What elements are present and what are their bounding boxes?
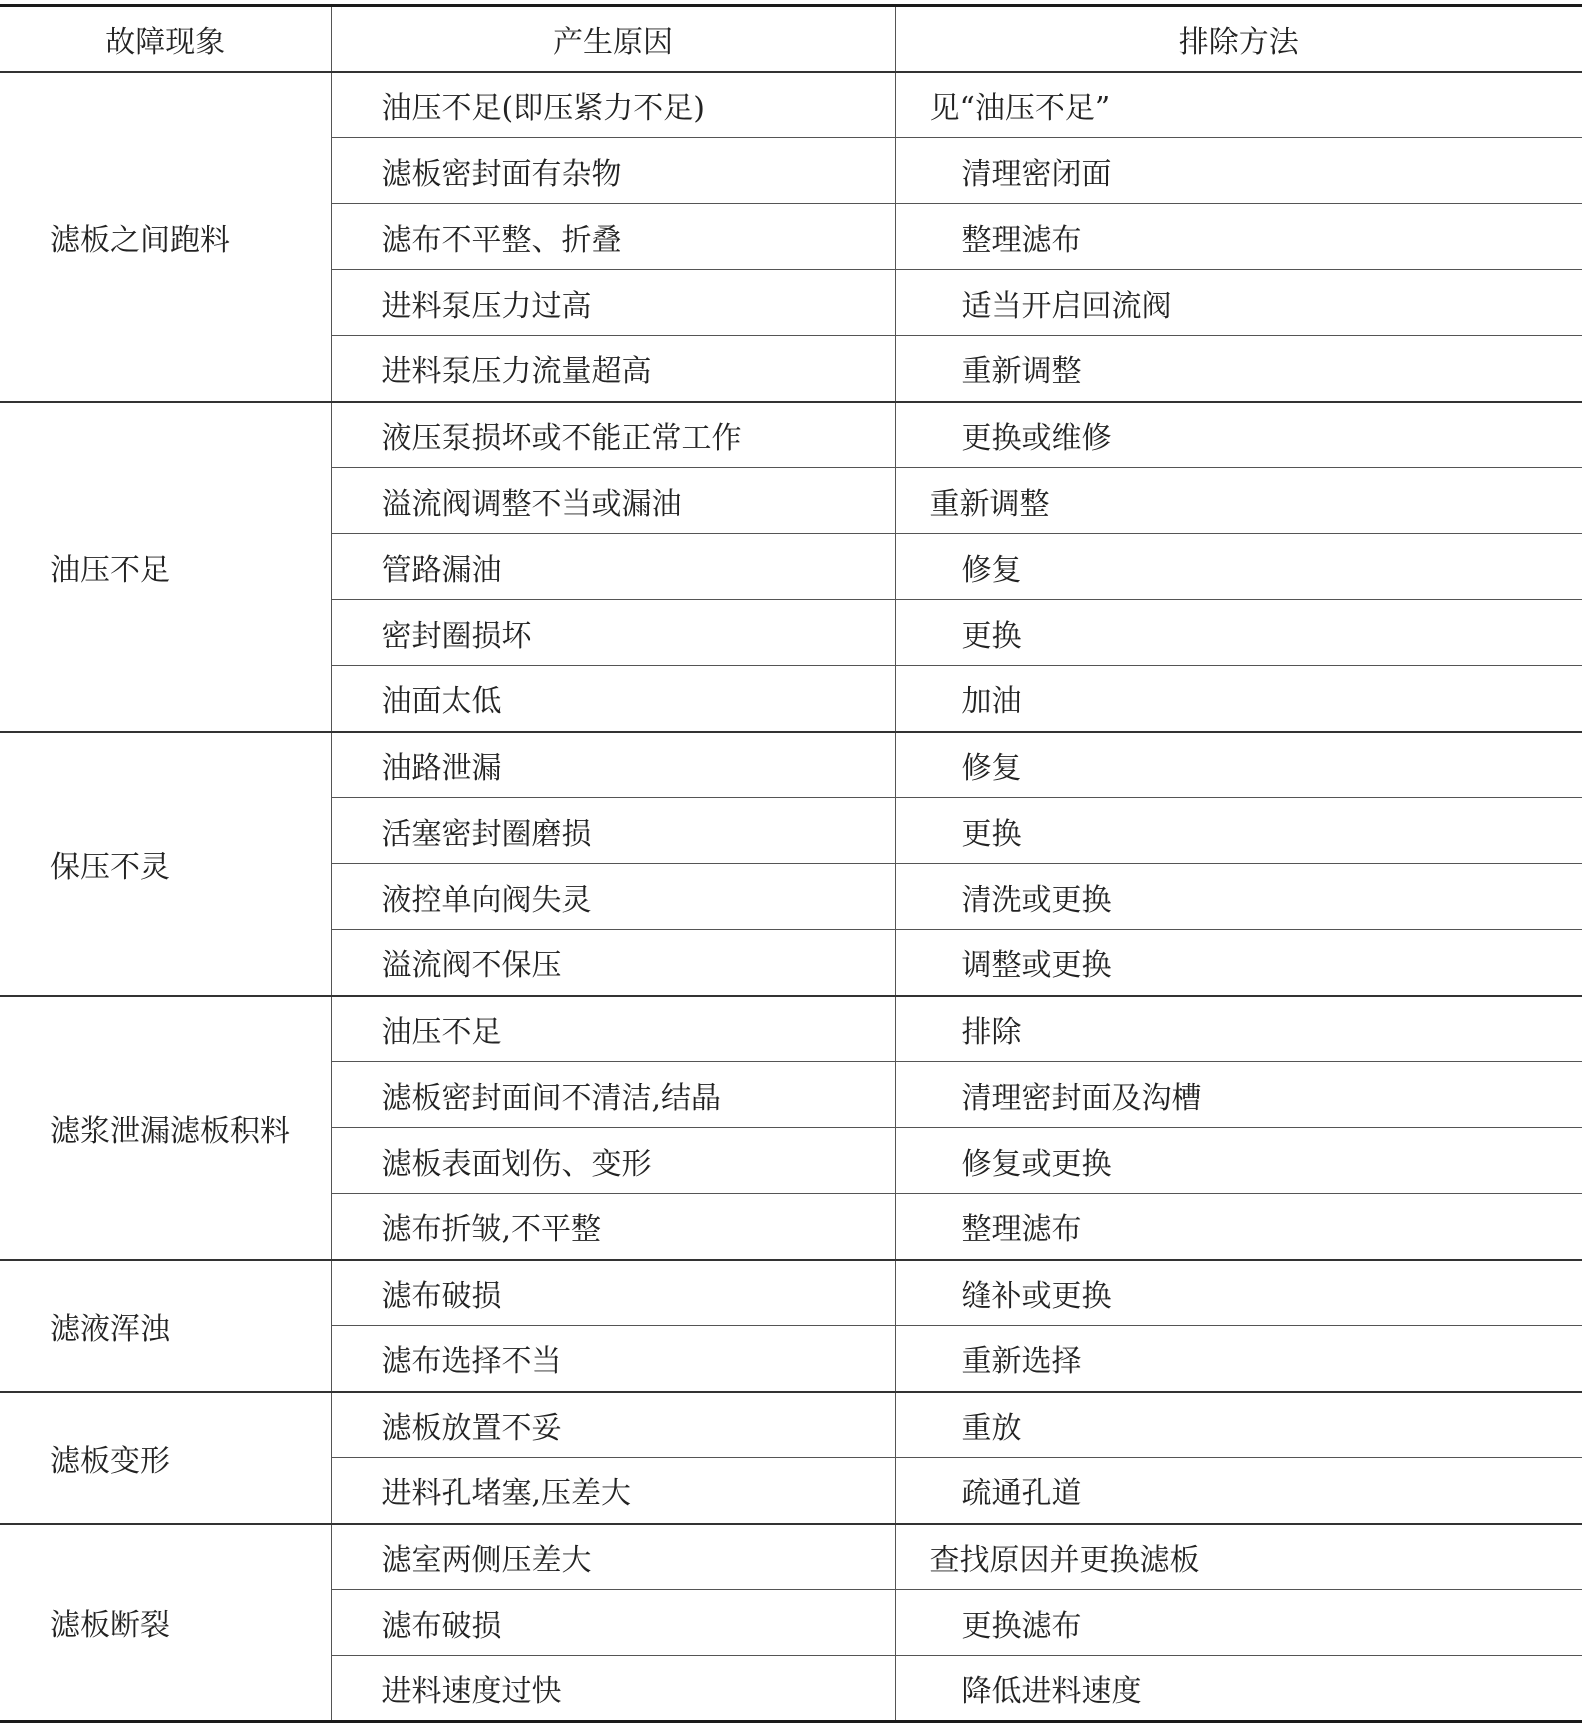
cause-cell: 液压泵损坏或不能正常工作: [331, 402, 895, 468]
table-row: [0, 1524, 1582, 1590]
fault-group: [0, 996, 1582, 1260]
table-row: [0, 732, 1582, 798]
remedy-cell: 疏通孔道: [895, 1458, 1582, 1524]
remedy-cell: 重新调整: [895, 336, 1582, 402]
remedy-cell: 加油: [895, 666, 1582, 732]
symptom-cell: 保压不灵: [0, 732, 331, 996]
cause-cell: 活塞密封圈磨损: [331, 798, 895, 864]
cause-cell: 滤布选择不当: [331, 1326, 895, 1392]
fault-troubleshooting-table: [0, 4, 1582, 1723]
cause-cell: 管路漏油: [331, 534, 895, 600]
fault-group: [0, 732, 1582, 996]
table-row: [0, 996, 1582, 1062]
fault-group: [0, 1524, 1582, 1722]
remedy-cell: 更换: [895, 798, 1582, 864]
cause-cell: 滤板密封面有杂物: [331, 138, 895, 204]
remedy-cell: 适当开启回流阀: [895, 270, 1582, 336]
remedy-cell: 更换或维修: [895, 402, 1582, 468]
remedy-cell: 修复: [895, 534, 1582, 600]
cause-cell: 油压不足(即压紧力不足): [331, 72, 895, 138]
remedy-cell: 降低进料速度: [895, 1656, 1582, 1722]
cause-cell: 油压不足: [331, 996, 895, 1062]
cause-cell: 进料泵压力流量超高: [331, 336, 895, 402]
fault-group: [0, 1392, 1582, 1524]
cause-cell: 滤板密封面间不清洁,结晶: [331, 1062, 895, 1128]
header-cause: 产生原因: [331, 6, 895, 72]
header-remedy: 排除方法: [895, 6, 1582, 72]
cause-cell: 密封圈损坏: [331, 600, 895, 666]
cause-cell: 溢流阀调整不当或漏油: [331, 468, 895, 534]
table-row: [0, 1260, 1582, 1326]
remedy-cell: 修复或更换: [895, 1128, 1582, 1194]
cause-cell: 滤布不平整、折叠: [331, 204, 895, 270]
cause-cell: 滤室两侧压差大: [331, 1524, 895, 1590]
symptom-cell: 油压不足: [0, 402, 331, 732]
header-symptom: 故障现象: [0, 6, 331, 72]
remedy-cell: 重新选择: [895, 1326, 1582, 1392]
fault-group: [0, 402, 1582, 732]
cause-cell: 液控单向阀失灵: [331, 864, 895, 930]
remedy-cell: 修复: [895, 732, 1582, 798]
table-row: [0, 72, 1582, 138]
cause-cell: 油面太低: [331, 666, 895, 732]
symptom-cell: 滤液浑浊: [0, 1260, 331, 1392]
symptom-cell: 滤板变形: [0, 1392, 331, 1524]
fault-group: [0, 72, 1582, 402]
cause-cell: 油路泄漏: [331, 732, 895, 798]
cause-cell: 滤板放置不妥: [331, 1392, 895, 1458]
remedy-cell: 整理滤布: [895, 1194, 1582, 1260]
symptom-cell: 滤浆泄漏滤板积料: [0, 996, 331, 1260]
header-row: [0, 6, 1582, 72]
cause-cell: 滤布破损: [331, 1260, 895, 1326]
fault-group: [0, 1260, 1582, 1392]
remedy-cell: 排除: [895, 996, 1582, 1062]
cause-cell: 滤板表面划伤、变形: [331, 1128, 895, 1194]
remedy-cell: 调整或更换: [895, 930, 1582, 996]
remedy-cell: 更换滤布: [895, 1590, 1582, 1656]
symptom-cell: 滤板之间跑料: [0, 72, 331, 402]
remedy-cell: 清理密闭面: [895, 138, 1582, 204]
remedy-cell: 查找原因并更换滤板: [895, 1524, 1582, 1590]
remedy-cell: 见“油压不足”: [895, 72, 1582, 138]
remedy-cell: 重放: [895, 1392, 1582, 1458]
remedy-cell: 重新调整: [895, 468, 1582, 534]
cause-cell: 溢流阀不保压: [331, 930, 895, 996]
cause-cell: 进料孔堵塞,压差大: [331, 1458, 895, 1524]
table-row: [0, 402, 1582, 468]
cause-cell: 进料速度过快: [331, 1656, 895, 1722]
cause-cell: 滤布破损: [331, 1590, 895, 1656]
remedy-cell: 缝补或更换: [895, 1260, 1582, 1326]
remedy-cell: 整理滤布: [895, 204, 1582, 270]
cause-cell: 进料泵压力过高: [331, 270, 895, 336]
remedy-cell: 清洗或更换: [895, 864, 1582, 930]
cause-cell: 滤布折皱,不平整: [331, 1194, 895, 1260]
remedy-cell: 更换: [895, 600, 1582, 666]
table-row: [0, 1392, 1582, 1458]
symptom-cell: 滤板断裂: [0, 1524, 331, 1722]
remedy-cell: 清理密封面及沟槽: [895, 1062, 1582, 1128]
